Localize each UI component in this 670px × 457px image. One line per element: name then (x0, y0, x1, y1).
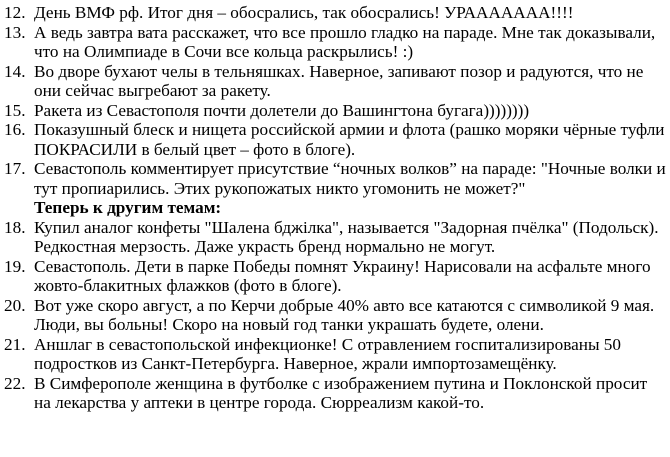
list-item (4, 120, 668, 159)
list-item (4, 335, 668, 374)
item-number: 17. (4, 159, 26, 178)
item-text: Купил аналог конфеты "Шалена бджілка", называется "Задорная пчёлка" (Подольск). Редкостная мерзость. Даже украсть бренд нормально не могут. (34, 217, 659, 256)
document-body (4, 3, 668, 413)
item-number: 14. (4, 61, 26, 81)
list-item (4, 159, 668, 198)
list-item (4, 296, 668, 335)
section-heading: Теперь к другим темам: (34, 198, 222, 217)
item-text: Во дворе бухают челы в тельняшках. Наверное, запивают позор и радуются, что не они сейчас выгребают за ракету. (34, 61, 644, 100)
item-text: А ведь завтра вата расскажет, что все прошло гладко на параде. Мне так доказывали, что на Олимпиаде в Сочи все кольца раскрылись! :) (34, 22, 656, 61)
item-text: День ВМФ рф. Итог дня – обосрались, так обосрались! УРААААААА!!!! (34, 3, 574, 22)
item-text: Показушный блеск и нищета российской армии и флота (рашко моряки чёрные туфли ПОКРАСИЛИ в белый цвет – фото в блоге). (34, 120, 665, 159)
item-text: Вот уже скоро август, а по Керчи добрые 40% авто все катаются с символикой 9 мая. Люди, вы больны! Скоро на новый год танки украшать будете, олени. (34, 295, 655, 334)
item-number: 22. (4, 373, 26, 393)
item-number: 13. (4, 22, 26, 42)
item-text: Ракета из Севастополя почти долетели до Вашингтона бугага)))))))) (34, 100, 530, 120)
item-number: 18. (4, 217, 26, 237)
item-number: 15. (4, 100, 26, 120)
list-item (4, 62, 668, 101)
item-number: 16. (4, 120, 26, 139)
item-text: В Симферополе женщина в футболке с изображением путина и Поклонской просит на лекарства у аптеки в центре города. Сюрреализм какой-то. (34, 373, 648, 412)
item-text: Аншлаг в севастопольской инфекционке! С отравлением госпитализированы 50 подростков из Санкт-Петербурга. Наверное, жрали импортозамещёнку. (34, 334, 621, 373)
list-item (4, 374, 668, 413)
list-item (4, 3, 668, 23)
list-item (4, 23, 668, 62)
item-number: 12. (4, 3, 26, 22)
list-item (4, 257, 668, 296)
item-number: 20. (4, 295, 26, 315)
list-item (4, 218, 668, 257)
item-text: Севастополь комментирует присутствие “ночных волков” на параде: "Ночные волки и тут пропиарились. Этих рукопожатых никто угомонить не может?" (34, 159, 666, 198)
item-number: 19. (4, 256, 26, 276)
item-number: 21. (4, 334, 26, 354)
item-text: Севастополь. Дети в парке Победы помнят Украину! Нарисовали на асфальте много жовто-блакитных флажков (фото в блоге). (34, 256, 651, 295)
list-item (4, 101, 668, 121)
